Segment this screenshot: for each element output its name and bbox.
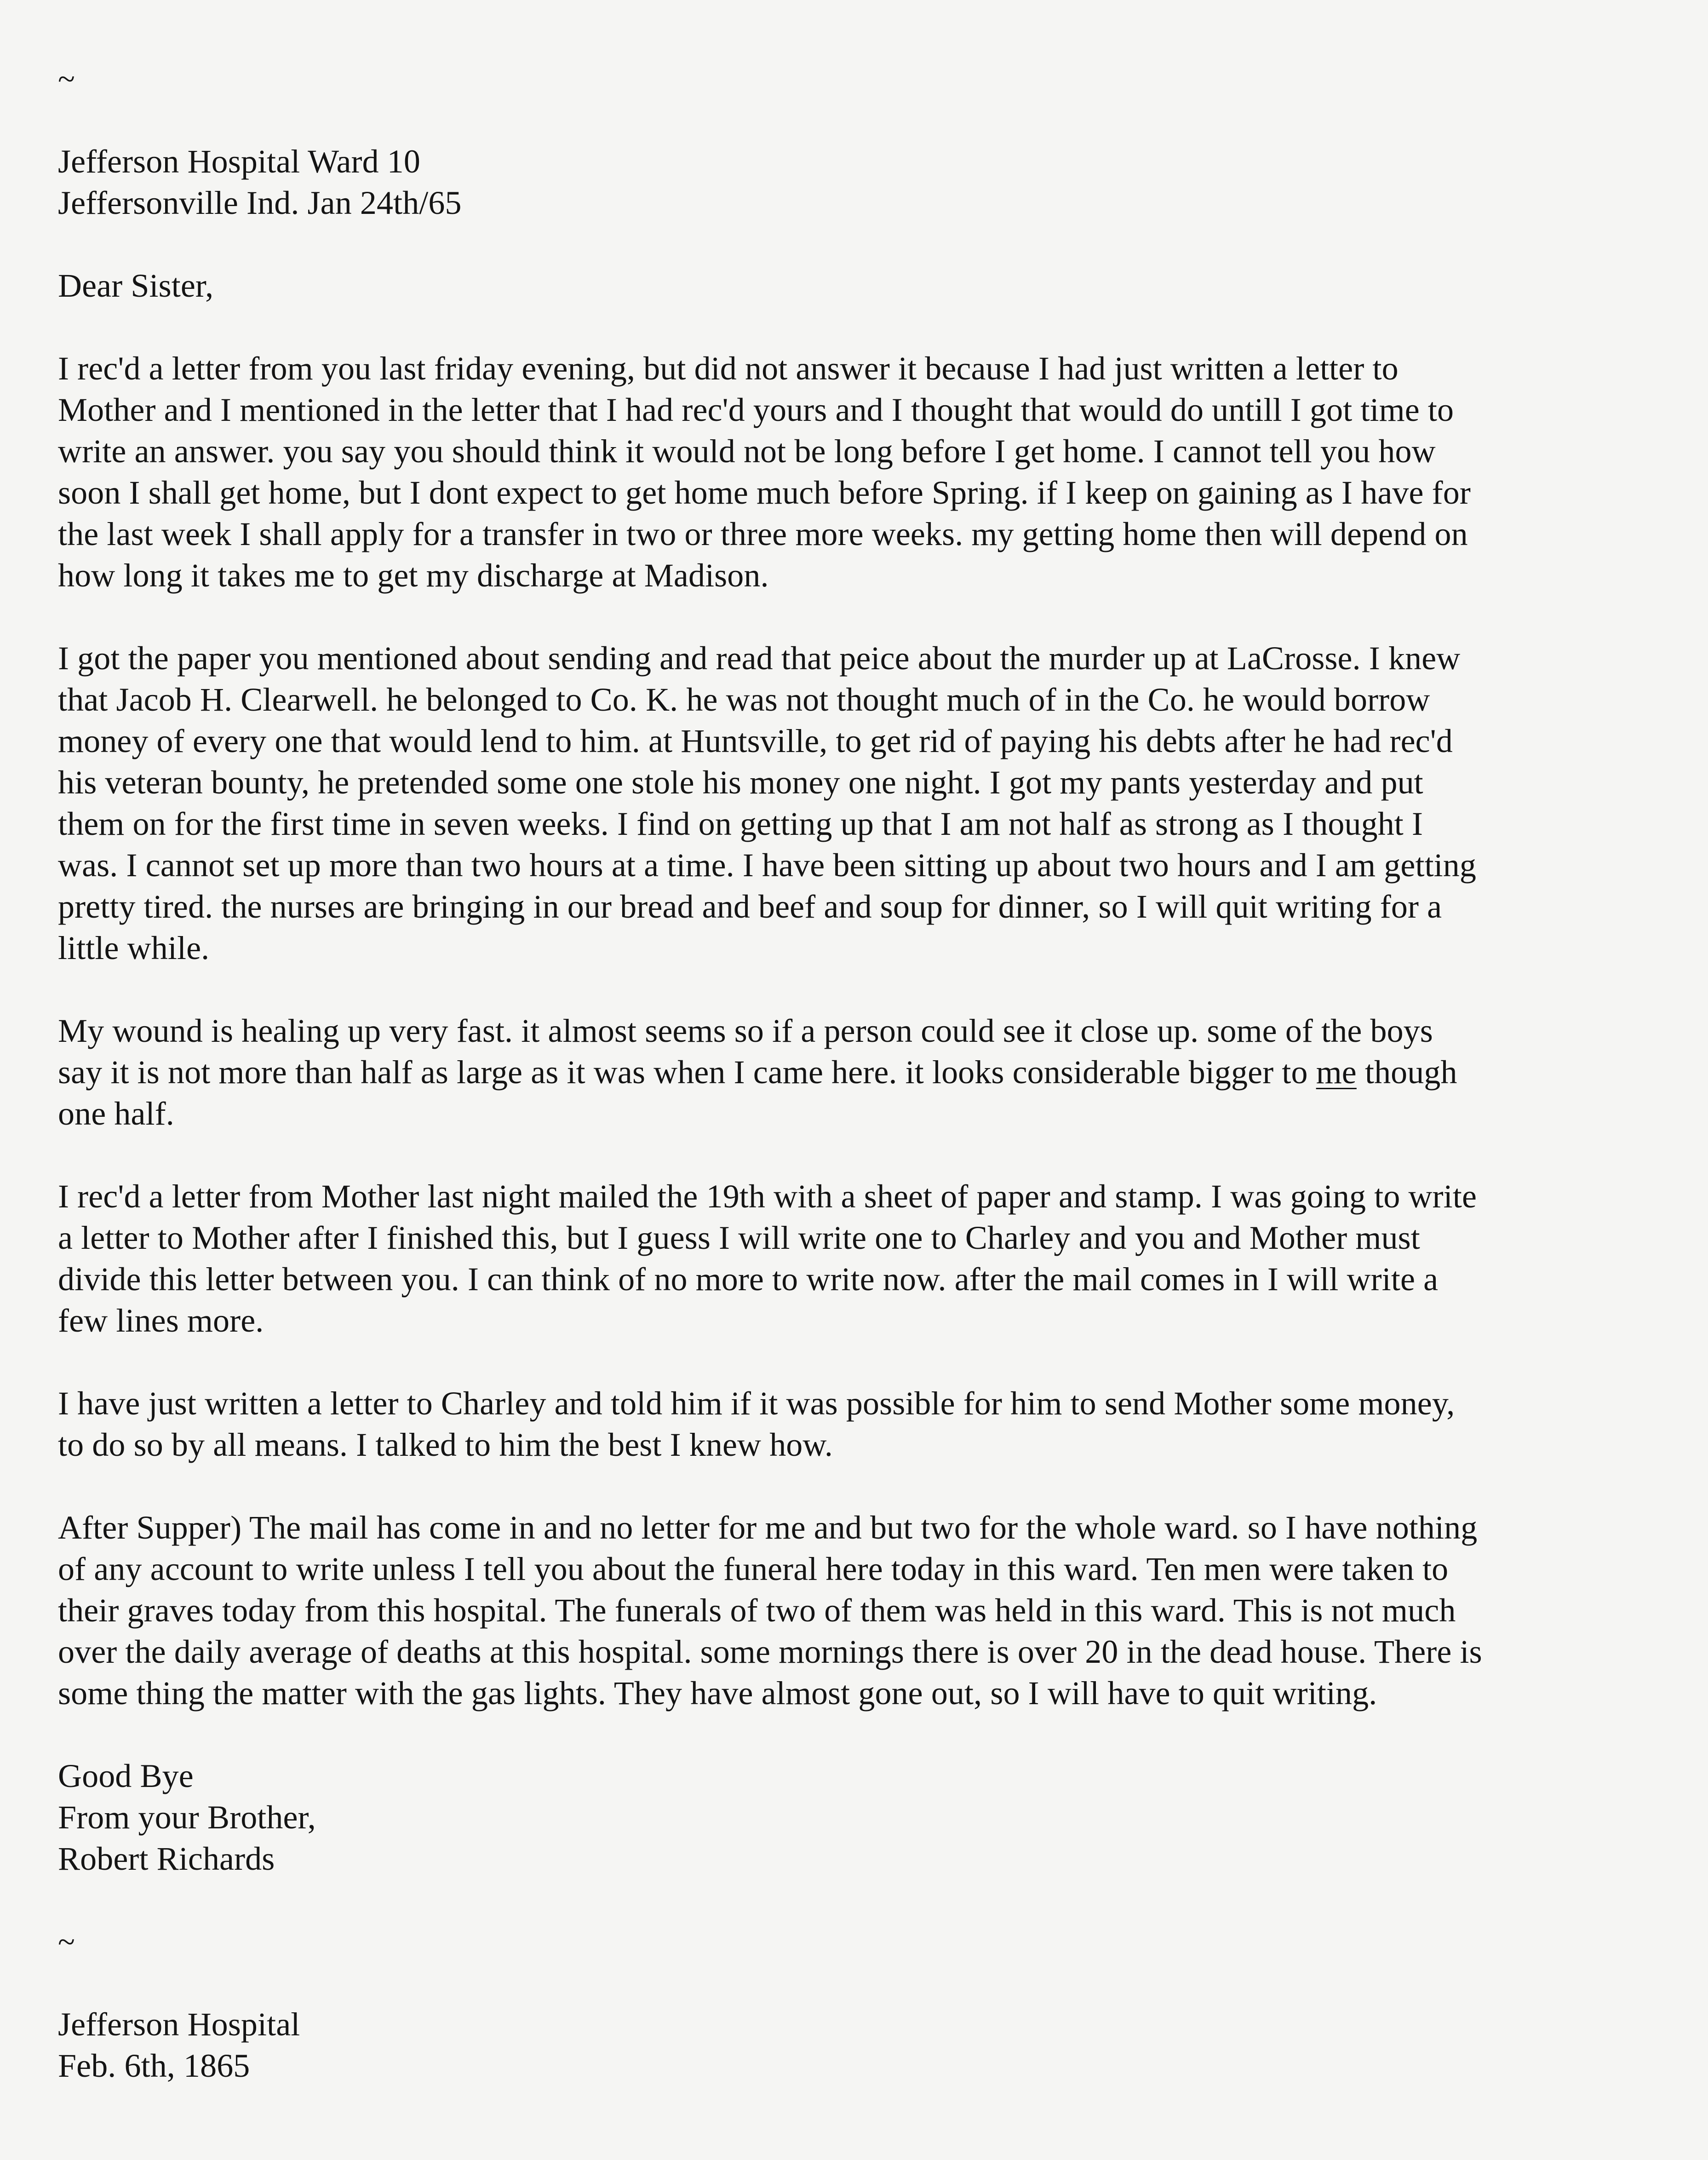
paragraph-line: money of every one that would lend to him. at Huntsville, to get rid of paying his debts after he had rec'd <box>58 723 1453 759</box>
paragraph-line: of any account to write unless I tell you about the funeral here today in this ward. Ten men were taken to <box>58 1551 1449 1587</box>
paragraph-6 <box>58 1507 1658 1714</box>
paragraph-line: their graves today from this hospital. The funerals of two of them was held in this ward. This is not much <box>58 1592 1456 1629</box>
closing-line: From your Brother, <box>58 1799 316 1836</box>
paragraph-line: to do so by all means. I talked to him the best I knew how. <box>58 1426 833 1463</box>
paragraph-line: pretty tired. the nurses are bringing in our bread and beef and soup for dinner, so I will quit writing for a <box>58 888 1442 925</box>
paragraph-line: I rec'd a letter from you last friday evening, but did not answer it because I had just written a letter to <box>58 350 1398 387</box>
paragraph-line: After Supper) The mail has come in and no letter for me and but two for the whole ward. so I have nothing <box>58 1509 1478 1546</box>
paragraph-line: them on for the first time in seven weeks. I find on getting up that I am not half as strong as I thought I <box>58 805 1423 842</box>
paragraph-line: I rec'd a letter from Mother last night mailed the 19th with a sheet of paper and stamp. I was going to write <box>58 1178 1477 1215</box>
paragraph-line: I have just written a letter to Charley and told him if it was possible for him to send Mother some money, <box>58 1385 1455 1422</box>
paragraph-line: that Jacob H. Clearwell. he belonged to Co. K. he was not thought much of in the Co. he would borrow <box>58 681 1430 718</box>
text-segment: though <box>1356 1054 1457 1091</box>
paragraph-line: was. I cannot set up more than two hours at a time. I have been sitting up about two hours and I am getting <box>58 847 1476 884</box>
spacer <box>58 596 1658 638</box>
letter-heading <box>58 141 1658 224</box>
paragraph-line: a letter to Mother after I finished this, but I guess I will write one to Charley and you and Mother must <box>58 1219 1420 1256</box>
letter-body <box>58 58 1658 2086</box>
paragraph-line: I got the paper you mentioned about sending and read that peice about the murder up at LaCrosse. I knew <box>58 640 1461 677</box>
salutation: Dear Sister, <box>58 267 214 304</box>
spacer <box>58 1879 1658 1921</box>
paragraph-line: one half. <box>58 1095 174 1132</box>
spacer <box>58 99 1658 141</box>
paragraph-line: few lines more. <box>58 1302 264 1339</box>
spacer <box>58 1134 1658 1176</box>
text-segment: say it is not more than half as large as it was when I came here. it looks considerable bigger to <box>58 1054 1316 1091</box>
heading-date: Feb. 6th, 1865 <box>58 2047 250 2084</box>
paragraph-line: his veteran bounty, he pretended some one stole his money one night. I got my pants yesterday and put <box>58 764 1423 801</box>
paragraph-line: Mother and I mentioned in the letter that I had rec'd yours and I thought that would do untill I got time to <box>58 391 1454 428</box>
paragraph-4 <box>58 1176 1658 1341</box>
paragraph-line: divide this letter between you. I can think of no more to write now. after the mail comes in I will write a <box>58 1261 1439 1298</box>
spacer <box>58 1962 1658 2004</box>
paragraph-line: how long it takes me to get my discharge at Madison. <box>58 557 769 594</box>
section-divider-tilde: ~ <box>58 1924 75 1959</box>
paragraph-3 <box>58 1010 1658 1134</box>
closing-line: Good Bye <box>58 1758 194 1794</box>
paragraph-line: soon I shall get home, but I dont expect to get home much before Spring. if I keep on gaining as I have for <box>58 474 1471 511</box>
paragraph-2 <box>58 638 1658 969</box>
paragraph-5 <box>58 1383 1658 1465</box>
heading-location: Jefferson Hospital <box>58 2006 300 2043</box>
paragraph-line: My wound is healing up very fast. it almost seems so if a person could see it close up. some of the boys <box>58 1012 1433 1049</box>
paragraph-line-with-underline <box>58 1051 1658 1093</box>
spacer <box>58 1714 1658 1755</box>
paragraph-line: the last week I shall apply for a transfer in two or three more weeks. my getting home then will depend on <box>58 516 1468 552</box>
heading-location: Jefferson Hospital Ward 10 <box>58 143 420 180</box>
underlined-word: me <box>1316 1054 1357 1091</box>
spacer <box>58 306 1658 348</box>
heading-date: Jeffersonville Ind. Jan 24th/65 <box>58 184 462 221</box>
spacer <box>58 224 1658 265</box>
next-letter-heading <box>58 2004 1658 2086</box>
spacer <box>58 1341 1658 1383</box>
closing <box>58 1755 1658 1879</box>
spacer <box>58 969 1658 1010</box>
section-divider-tilde: ~ <box>58 61 75 96</box>
signature-name: Robert Richards <box>58 1840 275 1877</box>
paragraph-1 <box>58 348 1658 596</box>
spacer <box>58 1465 1658 1507</box>
paragraph-line: over the daily average of deaths at this hospital. some mornings there is over 20 in the dead house. There is <box>58 1633 1482 1670</box>
paragraph-line: some thing the matter with the gas lights. They have almost gone out, so I will have to quit writing. <box>58 1675 1377 1712</box>
paragraph-line: write an answer. you say you should think it would not be long before I get home. I cannot tell you how <box>58 433 1436 470</box>
paragraph-line: little while. <box>58 930 210 966</box>
